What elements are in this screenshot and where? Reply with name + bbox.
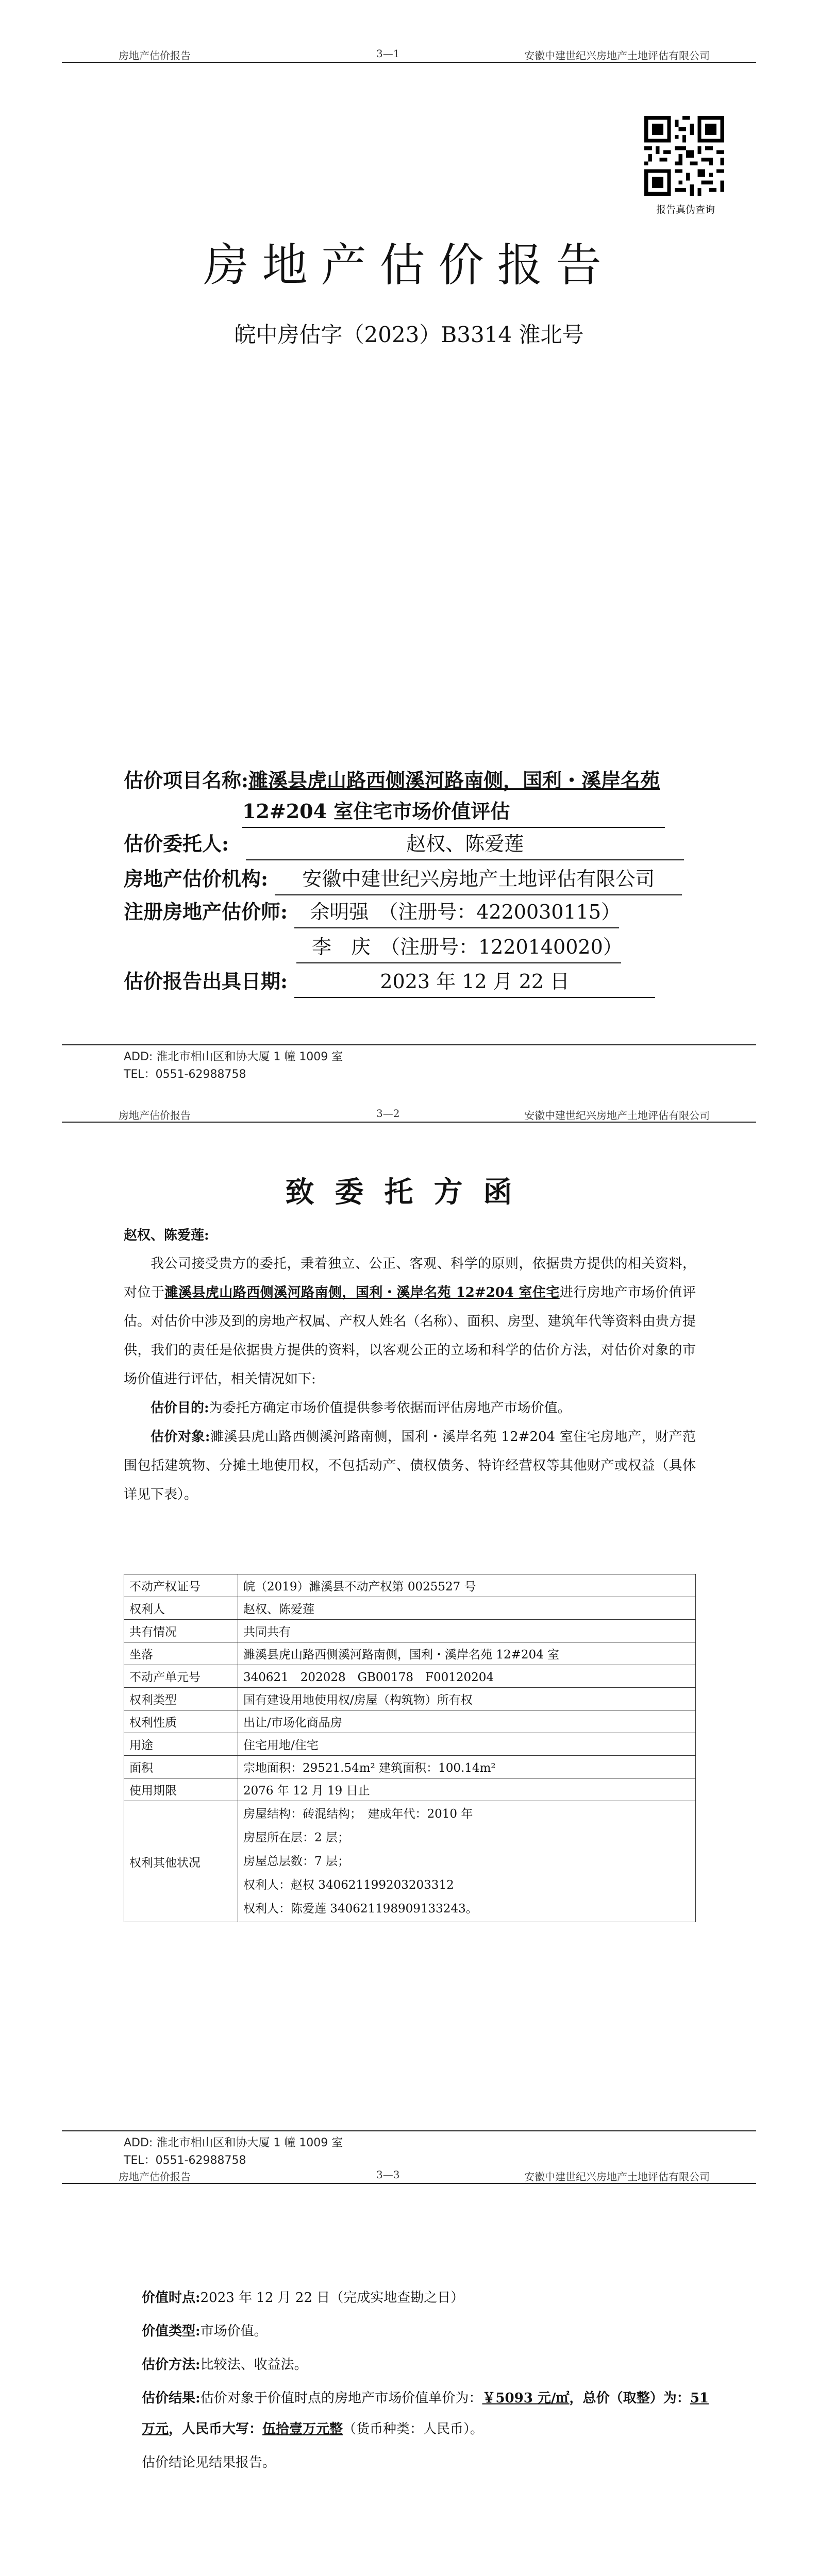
value-type-row bbox=[142, 2316, 709, 2347]
note-row bbox=[142, 2447, 709, 2478]
table-row bbox=[124, 1733, 696, 1756]
issue-date-row bbox=[124, 966, 655, 998]
client-value: 赵权、陈爱莲 bbox=[246, 828, 684, 860]
table-key: 权利人 bbox=[124, 1597, 238, 1620]
para-text-c: 进行房地产市场价值评估。对估价中涉及到的房地产权属、产权人姓名（名称）、面积、房型、建筑年代等资料由贵方提供，我们的责任是依据贵方提供的资料，以客观公正的立场和科学的估价方法，对估价对象的市场价值进行评估，相关情况如下: bbox=[124, 1285, 696, 1387]
value-type-label: 价值类型: bbox=[142, 2324, 201, 2339]
result-row bbox=[142, 2383, 709, 2445]
total-price: 51 万元 bbox=[142, 2391, 709, 2437]
project-name-row-2 bbox=[242, 796, 665, 828]
purpose-value: 为委托方确定市场价值提供参考依据而评估房地产市场价值。 bbox=[209, 1400, 571, 1416]
table-value: 皖（2019）濉溪县不动产权第 0025527 号 bbox=[238, 1574, 696, 1597]
header-left: 房地产估价报告 bbox=[119, 2171, 191, 2183]
method-label: 估价方法: bbox=[142, 2357, 201, 2372]
header-page-number: 3—2 bbox=[376, 1107, 400, 1120]
table-row bbox=[124, 1620, 696, 1642]
project-value-1: 濉溪县虎山路西侧溪河路南侧，国利・溪岸名苑 bbox=[248, 769, 660, 792]
purpose-label: 估价目的: bbox=[151, 1400, 209, 1416]
unit-price: ￥5093 元/㎡ bbox=[482, 2391, 570, 2406]
result-text: ，总价（取整）为： bbox=[569, 2391, 690, 2406]
footer-address: ADD: 淮北市相山区和协大厦 1 幢 1009 室 bbox=[124, 1050, 343, 1063]
table-key: 权利其他状况 bbox=[124, 1801, 238, 1922]
table-key: 权利类型 bbox=[124, 1688, 238, 1710]
letter-body bbox=[124, 1249, 696, 1509]
table-key: 使用期限 bbox=[124, 1778, 238, 1801]
agency-label: 房地产估价机构: bbox=[124, 867, 269, 890]
footer-tel: TEL：0551-62988758 bbox=[124, 2154, 246, 2167]
table-row bbox=[124, 1801, 696, 1922]
table-value: 濉溪县虎山路西侧溪河路南侧，国利・溪岸名苑 12#204 室 bbox=[238, 1642, 696, 1665]
header-page-number: 3—3 bbox=[376, 2168, 400, 2181]
table-value-line: 房屋结构：砖混结构； 建成年代：2010 年 bbox=[243, 1807, 473, 1821]
para-text-a: 我公司接受贵方的委托，秉着独立、公正、客观、科学的原则，依据贵方提供的相关资料，对位于 bbox=[124, 1256, 696, 1300]
table-value bbox=[238, 1801, 696, 1922]
issue-date-label: 估价报告出具日期: bbox=[124, 970, 288, 993]
object-paragraph bbox=[124, 1422, 696, 1509]
table-value-line: 房屋总层数：7 层； bbox=[243, 1855, 349, 1868]
footer-divider bbox=[62, 2130, 756, 2131]
table-key: 共有情况 bbox=[124, 1620, 238, 1642]
client-row bbox=[124, 828, 684, 860]
appraiser-row-2 bbox=[296, 931, 621, 963]
report-title: 房地产估价报告 bbox=[203, 239, 615, 292]
project-name-row bbox=[124, 765, 660, 796]
table-key: 权利性质 bbox=[124, 1710, 238, 1733]
table-key: 面积 bbox=[124, 1756, 238, 1778]
table-row bbox=[124, 1756, 696, 1778]
purpose-paragraph bbox=[124, 1394, 696, 1422]
result-note: 估价结论见结果报告。 bbox=[142, 2455, 276, 2470]
letter-title: 致委托方函 bbox=[285, 1175, 533, 1209]
report-number: 皖中房估字（2023）B3314 淮北号 bbox=[234, 322, 584, 347]
page-footer bbox=[124, 1048, 343, 1083]
table-key: 不动产权证号 bbox=[124, 1574, 238, 1597]
result-text: （货币种类：人民币）。 bbox=[343, 2421, 484, 2437]
table-value: 国有建设用地使用权/房屋（构筑物）所有权 bbox=[238, 1688, 696, 1710]
table-row bbox=[124, 1665, 696, 1688]
table-value: 2076 年 12 月 19 日止 bbox=[238, 1778, 696, 1801]
client-label: 估价委托人: bbox=[124, 832, 229, 855]
property-table bbox=[124, 1574, 696, 1922]
table-value-line: 权利人：赵权 340621199203203312 bbox=[243, 1878, 454, 1892]
table-value-line: 房屋所在层：2 层； bbox=[243, 1831, 349, 1844]
header-right: 安徽中建世纪兴房地产土地评估有限公司 bbox=[524, 49, 710, 62]
total-price-chinese: 伍拾壹万元整 bbox=[262, 2421, 343, 2437]
table-row bbox=[124, 1642, 696, 1665]
table-key: 不动产单元号 bbox=[124, 1665, 238, 1688]
table-value: 住宅用地/住宅 bbox=[238, 1733, 696, 1756]
table-value: 340621 202028 GB00178 F00120204 bbox=[238, 1665, 696, 1688]
table-value: 宗地面积：29521.54m² 建筑面积：100.14m² bbox=[238, 1756, 696, 1778]
object-value: 濉溪县虎山路西侧溪河路南侧，国利・溪岸名苑 12#204 室住宅房地产，财产范围包括建筑物、分摊土地使用权，不包括动产、债权债务、特许经营权等其他财产或权益（具体详见下表）。 bbox=[124, 1429, 696, 1502]
header-right: 安徽中建世纪兴房地产土地评估有限公司 bbox=[524, 1109, 710, 1122]
header-right: 安徽中建世纪兴房地产土地评估有限公司 bbox=[524, 2171, 710, 2183]
value-date-row bbox=[142, 2282, 709, 2313]
header-left: 房地产估价报告 bbox=[119, 1109, 191, 1122]
value-date-label: 价值时点: bbox=[142, 2290, 201, 2306]
appraiser-1: 余明强 （注册号：4220030115） bbox=[294, 896, 619, 928]
result-label: 估价结果: bbox=[142, 2391, 201, 2406]
table-key: 坐落 bbox=[124, 1642, 238, 1665]
appraiser-label: 注册房地产估价师: bbox=[124, 900, 288, 923]
page-header bbox=[62, 2166, 756, 2184]
qr-code-icon[interactable] bbox=[644, 116, 724, 196]
table-key: 用途 bbox=[124, 1733, 238, 1756]
issue-date-value: 2023 年 12 月 22 日 bbox=[294, 966, 655, 998]
page-header bbox=[62, 1105, 756, 1123]
table-value: 赵权、陈爱莲 bbox=[238, 1597, 696, 1620]
table-value: 共同共有 bbox=[238, 1620, 696, 1642]
table-value: 出让/市场化商品房 bbox=[238, 1710, 696, 1733]
appraiser-row bbox=[124, 896, 619, 928]
value-date-value: 2023 年 12 月 22 日（完成实地查勘之日） bbox=[200, 2290, 464, 2306]
method-value: 比较法、收益法。 bbox=[200, 2357, 308, 2372]
table-row bbox=[124, 1710, 696, 1733]
method-row bbox=[142, 2349, 709, 2380]
appraiser-2: 李 庆 （注册号：1220140020） bbox=[296, 931, 621, 963]
table-row bbox=[124, 1574, 696, 1597]
project-label: 估价项目名称: bbox=[124, 769, 249, 792]
table-value-line: 权利人：陈爱莲 340621198909133243。 bbox=[243, 1902, 478, 1916]
header-left: 房地产估价报告 bbox=[119, 49, 191, 62]
table-row bbox=[124, 1597, 696, 1620]
agency-value: 安徽中建世纪兴房地产土地评估有限公司 bbox=[275, 863, 682, 895]
table-row bbox=[124, 1688, 696, 1710]
result-text: ，人民币大写： bbox=[169, 2421, 263, 2437]
footer-address: ADD: 淮北市相山区和协大厦 1 幢 1009 室 bbox=[124, 2137, 343, 2149]
letter-addressee: 赵权、陈爱莲: bbox=[124, 1228, 209, 1243]
qr-label: 报告真伪查询 bbox=[656, 204, 715, 215]
footer-tel: TEL：0551-62988758 bbox=[124, 1068, 246, 1081]
header-page-number: 3—1 bbox=[376, 47, 400, 60]
para-address: 濉溪县虎山路西侧溪河路南侧，国利・溪岸名苑 12#204 室住宅 bbox=[164, 1285, 560, 1300]
footer-divider bbox=[62, 1044, 756, 1045]
result-text: 估价对象于价值时点的房地产市场价值单价为： bbox=[200, 2391, 482, 2406]
object-label: 估价对象: bbox=[151, 1429, 210, 1445]
page-footer bbox=[124, 2134, 343, 2170]
project-value-2: 12#204 室住宅市场价值评估 bbox=[242, 796, 665, 828]
table-row bbox=[124, 1778, 696, 1801]
letter-paragraph bbox=[124, 1249, 696, 1394]
value-type-value: 市场价值。 bbox=[200, 2324, 268, 2339]
agency-row bbox=[124, 863, 682, 895]
page-header bbox=[62, 45, 756, 63]
